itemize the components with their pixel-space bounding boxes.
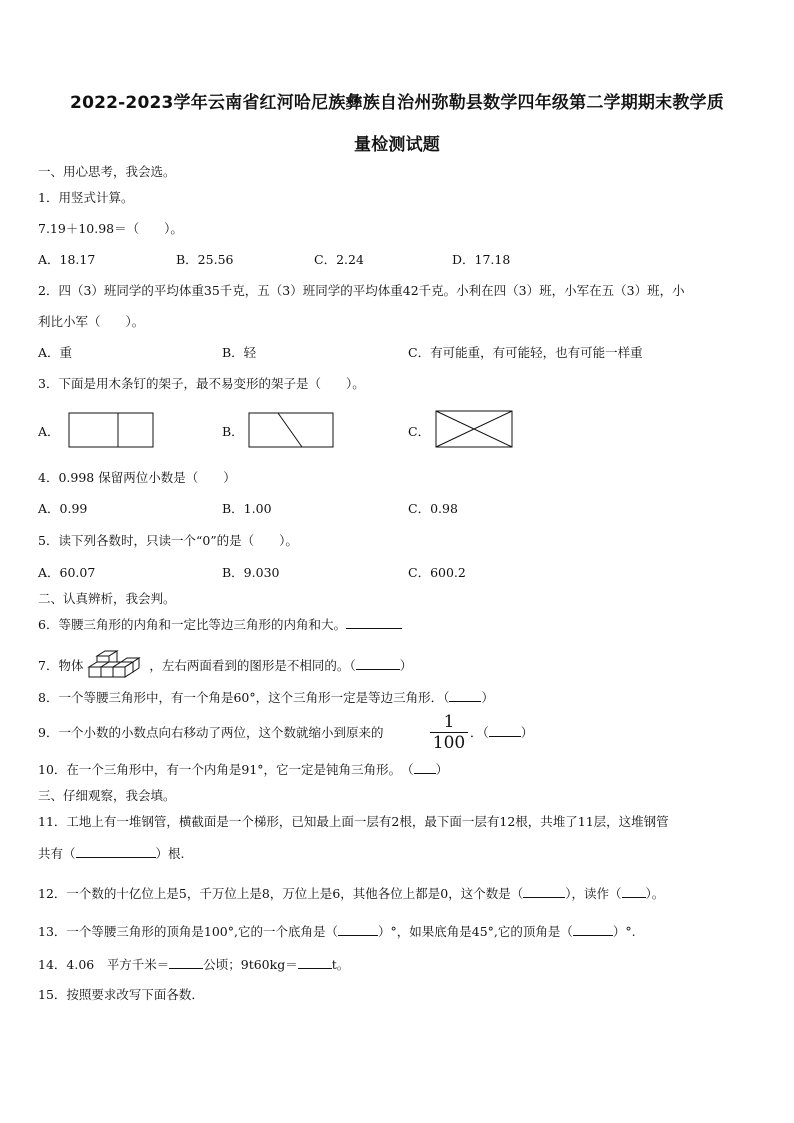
question-8 (38, 688, 494, 706)
question-11-prefix: 共有（ (38, 846, 76, 861)
question-13 (38, 922, 636, 940)
question-12-mid: ），读作（ (565, 886, 622, 901)
question-11-line1: 11．工地上有一堆钢管，横截面是一个梯形，已知最上面一层有2根，最下面一层有12根，共堆了11层，这堆钢管 (38, 814, 669, 829)
question-2-line1: 2．四（3）班同学的平均体重35千克，五（3）班同学的平均体重42千克。小利在四（3）班，小军在五（3）班，小 (38, 283, 685, 298)
fraction-denominator: 100 (432, 733, 466, 753)
page-title-line1: 2022-2023学年云南省红河哈尼族彝族自治州弥勒县数学四年级第二学期期末教学质 (70, 93, 724, 113)
question-5-option-b: B．9.030 (222, 565, 280, 580)
paren-open: （ (443, 690, 450, 705)
paren-close: ） (520, 725, 534, 740)
answer-blank-13b[interactable] (573, 923, 613, 936)
section-heading-3: 三、仔细观察，我会填。 (38, 788, 176, 803)
question-10-text: 10．在一个三角形中，有一个内角是91°，它一定是钝角三角形。 （ (38, 762, 414, 777)
section-heading-1: 一、用心思考，我会选。 (38, 164, 176, 179)
question-11-line2 (38, 844, 185, 862)
question-13-prefix: 13．一个等腰三角形的顶角是100°,它的一个底角是（ (38, 924, 338, 939)
question-14-mid: 公顷；9t60kg＝ (203, 957, 298, 972)
question-1-option-c: C．2.24 (314, 252, 364, 267)
frame-b-figure (248, 412, 334, 448)
question-8-text: 8．一个等腰三角形中，有一个角是60°，这个三角形一定是等边三角形． (38, 690, 444, 705)
question-2-option-c: C．有可能重，有可能轻，也有可能一样重 (408, 345, 643, 360)
question-6 (38, 615, 402, 633)
question-4-option-a: A．0.99 (38, 501, 88, 516)
question-5-option-a: A．60.07 (38, 565, 96, 580)
question-13-mid: ）°，如果底角是45°,它的顶角是（ (378, 924, 573, 939)
question-2-line2: 利比小军（ ）。 (38, 314, 145, 329)
section-heading-2: 二、认真辨析，我会判。 (38, 591, 176, 606)
question-10 (38, 760, 448, 778)
paren-close: ） (399, 658, 413, 673)
question-4-stem: 4．0.998 保留两位小数是（ ） (38, 470, 236, 485)
question-14 (38, 955, 349, 973)
page-title-line2: 量检测试题 (354, 135, 440, 155)
question-9-suffix: ．（ (470, 725, 489, 740)
question-11-suffix: ）根. (155, 846, 185, 861)
answer-blank-12a[interactable] (523, 885, 565, 898)
question-2-option-b: B．轻 (222, 345, 257, 360)
question-12 (38, 884, 664, 902)
question-1-expression: 7.19＋10.98＝（ ）。 (38, 221, 183, 236)
question-14-prefix: 14．4.06 平方千米＝ (38, 957, 170, 972)
paren-open: （ (349, 658, 356, 673)
question-1-option-a: A．18.17 (38, 252, 96, 267)
answer-blank-9[interactable] (489, 724, 521, 737)
question-12-suffix: ）。 (645, 886, 665, 901)
question-3-option-b: B． (222, 424, 244, 439)
frame-c-figure (435, 410, 513, 448)
answer-blank-11[interactable] (76, 845, 156, 858)
fraction-one-hundredth (430, 713, 468, 752)
question-2-option-a: A．重 (38, 345, 73, 360)
cube-stack-figure (87, 650, 145, 678)
question-14-suffix: t。 (331, 957, 350, 972)
question-3-option-a: A． (38, 424, 60, 439)
answer-blank-13a[interactable] (338, 923, 378, 936)
frame-a-figure (68, 412, 154, 448)
paren-close: ） (435, 762, 449, 777)
answer-blank-6[interactable] (346, 616, 402, 629)
question-12-prefix: 12．一个数的十亿位上是5，千万位上是8，万位上是6，其他各位上都是0，这个数是（ (38, 886, 524, 901)
question-1-option-b: B．25.56 (176, 252, 234, 267)
question-6-text: 6．等腰三角形的内角和一定比等边三角形的内角和大。 (38, 617, 346, 632)
question-7-prefix: 7．物体 (38, 658, 84, 673)
question-3-stem: 3．下面是用木条钉的架子，最不易变形的架子是（ ）。 (38, 376, 365, 391)
question-7 (38, 650, 412, 678)
question-7-suffix: ，左右两面看到的图形是不相同的。 (149, 658, 350, 673)
answer-blank-14a[interactable] (169, 956, 203, 969)
question-9-prefix: 9．一个小数的小数点向右移动了两位，这个数就缩小到原来的 (38, 725, 384, 740)
question-5-option-c: C．600.2 (408, 565, 466, 580)
answer-blank-12b[interactable] (622, 885, 646, 898)
question-15: 15．按照要求改写下面各数． (38, 987, 204, 1002)
question-3-option-c: C． (408, 424, 431, 439)
answer-blank-14b[interactable] (298, 956, 332, 969)
question-5-stem: 5．读下列各数时，只读一个“0”的是（ ）。 (38, 533, 298, 548)
answer-blank-10[interactable] (414, 761, 436, 774)
fraction-numerator: 1 (430, 713, 468, 733)
question-1-stem: 1．用竖式计算。 (38, 190, 134, 205)
question-1-option-d: D．17.18 (452, 252, 511, 267)
question-9-suffix-wrap (470, 723, 533, 741)
answer-blank-7[interactable] (356, 657, 400, 670)
question-4-option-c: C．0.98 (408, 501, 458, 516)
question-4-option-b: B．1.00 (222, 501, 272, 516)
paren-close: ） (481, 690, 494, 705)
question-13-suffix: ）°. (612, 924, 636, 939)
answer-blank-8[interactable] (449, 689, 481, 702)
